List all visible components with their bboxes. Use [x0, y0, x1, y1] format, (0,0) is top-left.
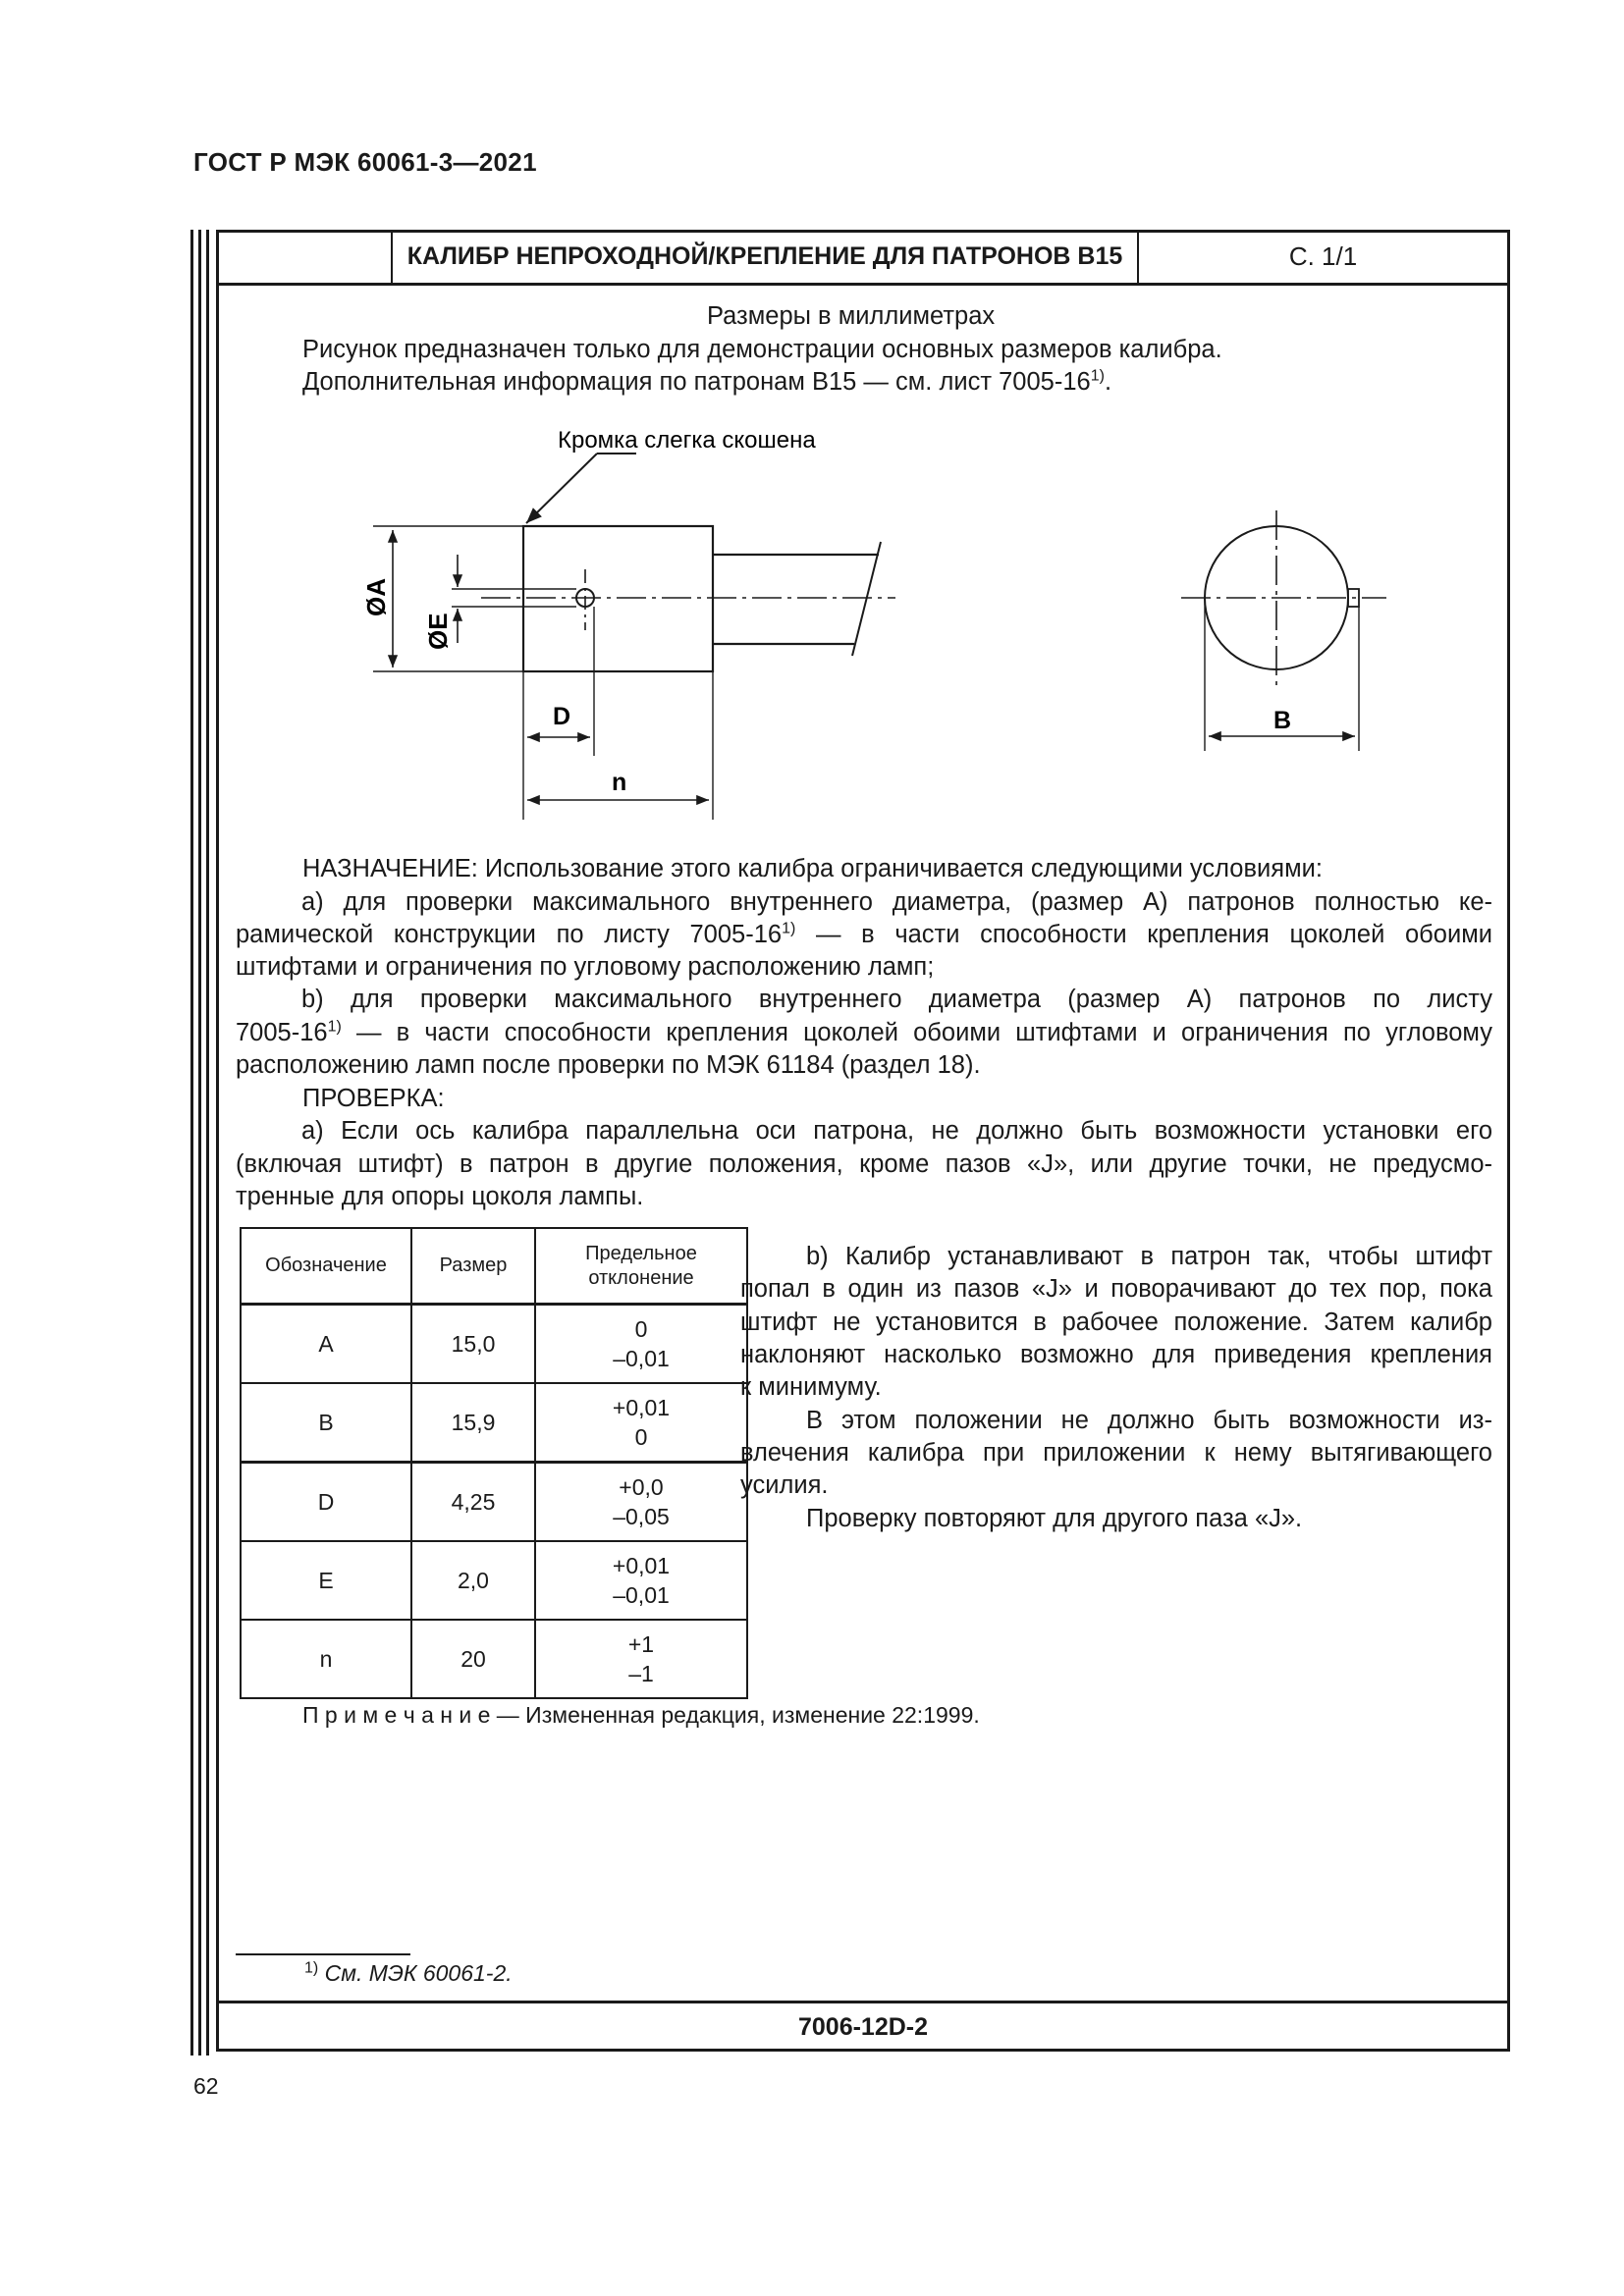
cell-size: 15,0	[411, 1305, 535, 1384]
cell-tolerance	[535, 1383, 747, 1463]
purpose-b-text-2: 7005-16	[236, 1019, 328, 1046]
cell-symbol: E	[241, 1541, 411, 1620]
check-b-text-1: b) Калибр устанавливают в патрон так, чтобы штифт	[806, 1243, 1492, 1270]
footnote-mark: 1)	[304, 1959, 319, 1977]
gauge-body	[523, 526, 713, 671]
gauge-drawing	[0, 0, 1624, 883]
cell-size: 4,25	[411, 1463, 535, 1542]
purpose-heading: НАЗНАЧЕНИЕ: Использование этого калибра ограничивается следующими условиями:	[302, 855, 1323, 882]
check-heading: ПРОВЕРКА:	[302, 1085, 445, 1112]
table-row	[241, 1541, 747, 1620]
amendment-note: П р и м е ч а н и е — Измененная редакция, изменение 22:1999.	[302, 1702, 980, 1728]
purpose-a-line-2	[236, 919, 1492, 952]
footnote	[304, 1960, 513, 1987]
dim-a-label: ØA	[361, 578, 391, 616]
check-b-line-1	[740, 1241, 1492, 1274]
tol-upper: 0	[634, 1316, 648, 1342]
cell-size: 2,0	[411, 1541, 535, 1620]
header-designation: Обозначение	[241, 1228, 411, 1305]
tol-upper: +0,01	[612, 1553, 671, 1578]
tol-lower: 0	[634, 1424, 648, 1450]
cell-size: 20	[411, 1620, 535, 1698]
check-b-line-2: попал в один из пазов «J» и поворачивают до тех пор, пока	[740, 1275, 1492, 1303]
units-note: Размеры в миллиметрах	[707, 302, 996, 330]
check-d-line-1	[740, 1503, 1302, 1536]
cell-symbol: n	[241, 1620, 411, 1698]
cell-size: 15,9	[411, 1383, 535, 1463]
cell-symbol: D	[241, 1463, 411, 1542]
tol-lower: –0,01	[613, 1582, 670, 1608]
header-size: Размер	[411, 1228, 535, 1305]
cell-symbol: A	[241, 1305, 411, 1384]
purpose-b-text-1: b) для проверки максимального внутреннего диаметра (размер А) патронов по листу	[301, 986, 1492, 1013]
purpose-a-line-1	[236, 886, 1492, 920]
dim-n-label: n	[612, 769, 627, 796]
dim-d-label: D	[553, 703, 571, 730]
purpose-b-line-1	[236, 984, 1492, 1017]
table-row	[241, 1383, 747, 1463]
sheet-page-ref: С. 1/1	[1288, 240, 1358, 271]
cell-symbol: B	[241, 1383, 411, 1463]
callout-arrow	[526, 454, 597, 523]
sheet-code: 7006-12D-2	[216, 2001, 1510, 2052]
tol-upper: +0,0	[619, 1474, 664, 1500]
cell-tolerance	[535, 1620, 747, 1698]
intro-line-2-end: .	[1104, 368, 1112, 396]
tol-lower: –0,05	[613, 1504, 670, 1529]
table-row	[241, 1305, 747, 1384]
footnote-ref: 1)	[327, 1018, 342, 1036]
tol-upper: +1	[627, 1631, 655, 1657]
check-c-line-2: влечения калибра при приложении к нему вытягивающего	[740, 1439, 1492, 1467]
page-number: 62	[193, 2073, 219, 2099]
tol-lower: –0,01	[613, 1346, 670, 1371]
table-header-row	[241, 1228, 747, 1305]
cell-tolerance	[535, 1305, 747, 1384]
cell-tolerance	[535, 1463, 747, 1542]
callout-label: Кромка слегка скошена	[558, 427, 816, 454]
check-c-line-1	[740, 1405, 1492, 1438]
check-b-line-5: к минимуму.	[740, 1373, 882, 1401]
check-a-line-3: тренные для опоры цоколя лампы.	[236, 1183, 644, 1210]
footnote-rule	[236, 1953, 410, 1955]
handle-break-line	[852, 542, 881, 656]
purpose-a-text-1: а) для проверки максимального внутреннего диаметра, (размер А) патронов полностью ке-	[301, 888, 1492, 916]
purpose-b-line-3: расположению ламп после проверки по МЭК 61184 (раздел 18).	[236, 1051, 981, 1079]
tol-upper: +0,01	[612, 1395, 671, 1420]
check-a-text-1: а) Если ось калибра параллельна оси патрона, не должно быть возможности установки его	[301, 1117, 1492, 1145]
purpose-a-line-3: штифтами и ограничения по угловому расположению ламп;	[236, 953, 935, 981]
footnote-ref: 1)	[782, 920, 796, 937]
sheet-title: КАЛИБР НЕПРОХОДНОЙ/КРЕПЛЕНИЕ ДЛЯ ПАТРОНОВ B15	[393, 230, 1139, 283]
header-tolerance: Предельное отклонение	[535, 1228, 747, 1305]
check-c-text-1: В этом положении не должно быть возможности из-	[806, 1407, 1492, 1434]
table-row	[241, 1463, 747, 1542]
intro-line-2-text: Дополнительная информация по патронам B15 — см. лист 7005-16	[302, 368, 1091, 396]
check-d-text-1: Проверку повторяют для другого паза «J».	[806, 1505, 1303, 1532]
dimensions-table	[240, 1227, 748, 1699]
purpose-a-text-2: рамической конструкции по листу 7005-16	[236, 921, 783, 948]
check-b-line-3: штифт не установится в рабочее положение. Затем калибр	[740, 1308, 1492, 1336]
intro-line-1: Рисунок предназначен только для демонстрации основных размеров калибра.	[302, 336, 1222, 363]
footnote-text: См. МЭК 60061-2.	[318, 1960, 513, 1986]
purpose-b-line-2	[236, 1017, 1492, 1050]
cell-tolerance	[535, 1541, 747, 1620]
check-a-line-2: (включая штифт) в патрон в другие положения, кроме пазов «J», или другие точки, не предусмо-	[236, 1150, 1492, 1178]
footnote-ref: 1)	[1090, 367, 1105, 385]
check-c-line-3: усилия.	[740, 1471, 829, 1499]
dim-e-label: ØE	[423, 613, 453, 650]
dim-b-label: B	[1273, 707, 1292, 734]
check-a-line-1	[236, 1115, 1492, 1148]
table-row	[241, 1620, 747, 1698]
purpose-b-text-2-end: — в части способности крепления цоколей обоими штифтами и ограничения по угловому	[341, 1019, 1492, 1046]
check-b-line-4: наклоняют насколько возможно для приведения крепления	[740, 1341, 1492, 1368]
tol-lower: –1	[628, 1661, 654, 1686]
purpose-a-text-2-end: — в части способности крепления цоколей обоими	[795, 921, 1492, 948]
document-header: ГОСТ Р МЭК 60061-3—2021	[193, 147, 537, 177]
